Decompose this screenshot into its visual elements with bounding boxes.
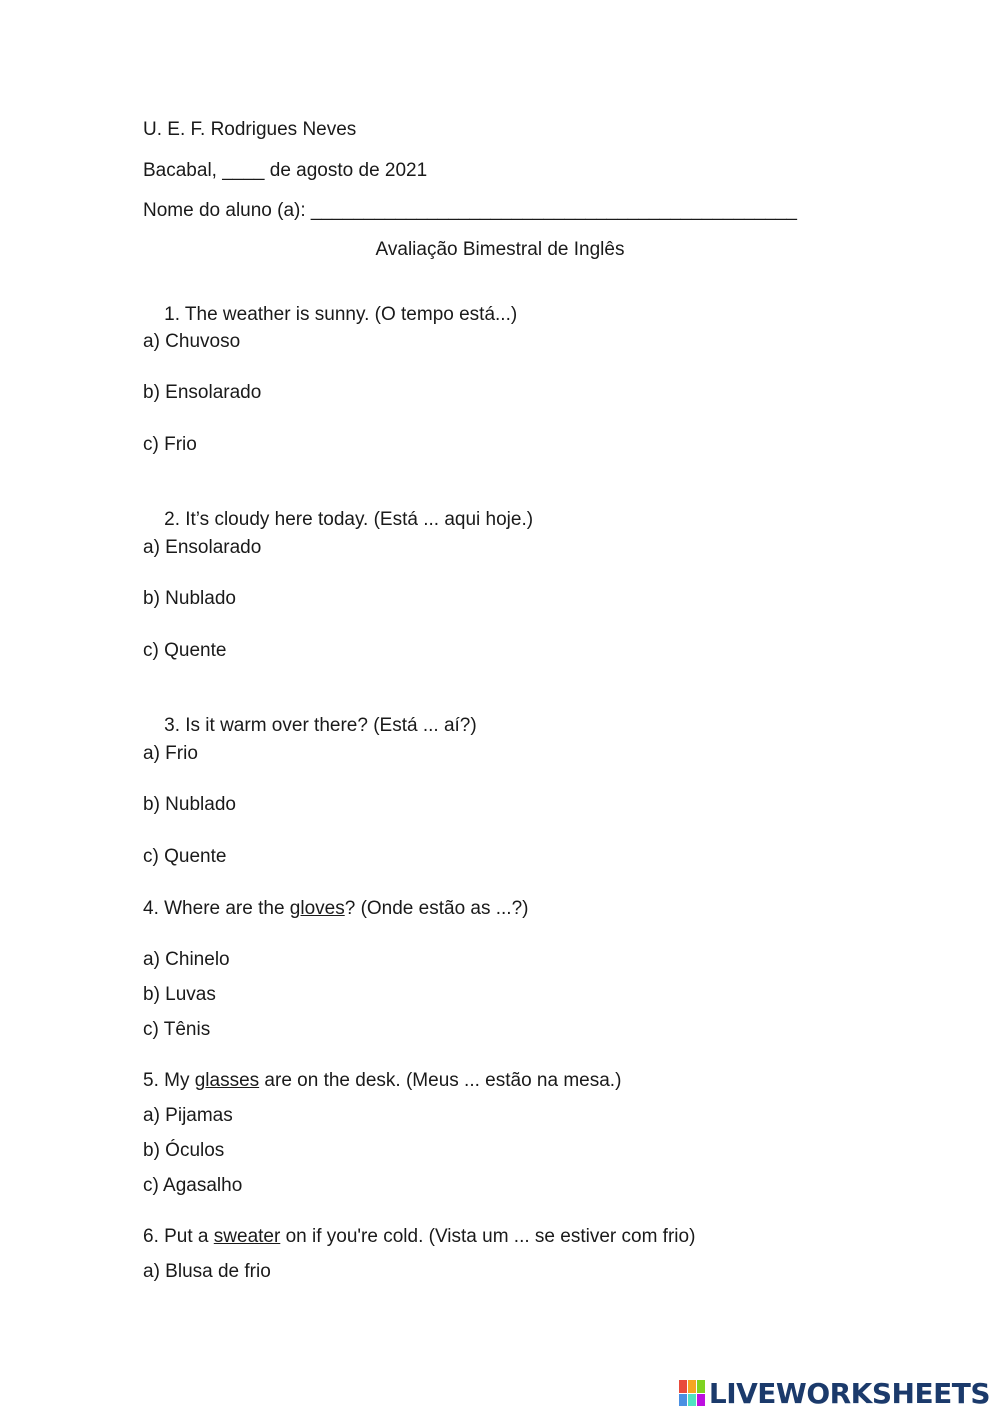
question-5 <box>143 1069 621 1093</box>
q2-option-a[interactable]: a) Ensolarado <box>143 537 262 558</box>
brand-name: LIVEWORKSHEETS <box>708 1376 990 1410</box>
logo-cell <box>688 1380 696 1393</box>
q4-option-c[interactable]: c) Tênis <box>143 1019 211 1040</box>
logo-cell <box>679 1380 687 1393</box>
q5-option-b[interactable]: b) Óculos <box>143 1140 225 1161</box>
q4-option-a[interactable]: a) Chinelo <box>143 949 230 970</box>
question-2-text: 2. It’s cloudy here today. (Está ... aqui hoje.) <box>164 509 534 530</box>
question-4-keyword: gloves <box>289 898 345 919</box>
question-4 <box>143 897 528 921</box>
q5-option-a[interactable]: a) Pijamas <box>143 1105 233 1126</box>
page-title: Avaliação Bimestral de Inglês <box>375 239 625 260</box>
q6-option-a[interactable]: a) Blusa de frio <box>143 1261 271 1282</box>
q3-option-b[interactable]: b) Nublado <box>143 794 236 815</box>
liveworksheets-logo-icon <box>679 1380 705 1406</box>
question-6-keyword: sweater <box>213 1226 281 1247</box>
liveworksheets-logo <box>679 1377 990 1409</box>
q4-option-b[interactable]: b) Luvas <box>143 984 216 1005</box>
question-4-post: ? (Onde estão as ...?) <box>344 898 529 919</box>
school-name: U. E. F. Rodrigues Neves <box>143 119 357 140</box>
question-5-keyword: glasses <box>194 1070 260 1091</box>
question-6-pre: 6. Put a <box>143 1226 214 1247</box>
logo-cell <box>679 1394 687 1407</box>
question-1-text: 1. The weather is sunny. (O tempo está...) <box>164 304 518 325</box>
q1-option-c[interactable]: c) Frio <box>143 434 197 455</box>
q2-option-b[interactable]: b) Nublado <box>143 588 236 609</box>
question-3-text: 3. Is it warm over there? (Está ... aí?) <box>164 715 477 736</box>
logo-cell <box>697 1380 705 1393</box>
question-6-post: on if you're cold. (Vista um ... se estiver com frio) <box>280 1226 696 1247</box>
q5-option-c[interactable]: c) Agasalho <box>143 1175 243 1196</box>
question-4-pre: 4. Where are the <box>143 898 290 919</box>
logo-cell <box>688 1394 696 1407</box>
q2-option-c[interactable]: c) Quente <box>143 640 227 661</box>
q3-option-c[interactable]: c) Quente <box>143 846 227 867</box>
q1-option-b[interactable]: b) Ensolarado <box>143 382 262 403</box>
question-5-post: are on the desk. (Meus ... estão na mesa.) <box>259 1070 622 1091</box>
date-line: Bacabal, ____ de agosto de 2021 <box>143 160 428 181</box>
question-6 <box>143 1225 695 1249</box>
logo-cell <box>697 1394 705 1407</box>
q3-option-a[interactable]: a) Frio <box>143 743 198 764</box>
student-name-line: Nome do aluno (a): ______________________________________________ <box>143 200 797 221</box>
question-5-pre: 5. My <box>143 1070 195 1091</box>
q1-option-a[interactable]: a) Chuvoso <box>143 331 241 352</box>
